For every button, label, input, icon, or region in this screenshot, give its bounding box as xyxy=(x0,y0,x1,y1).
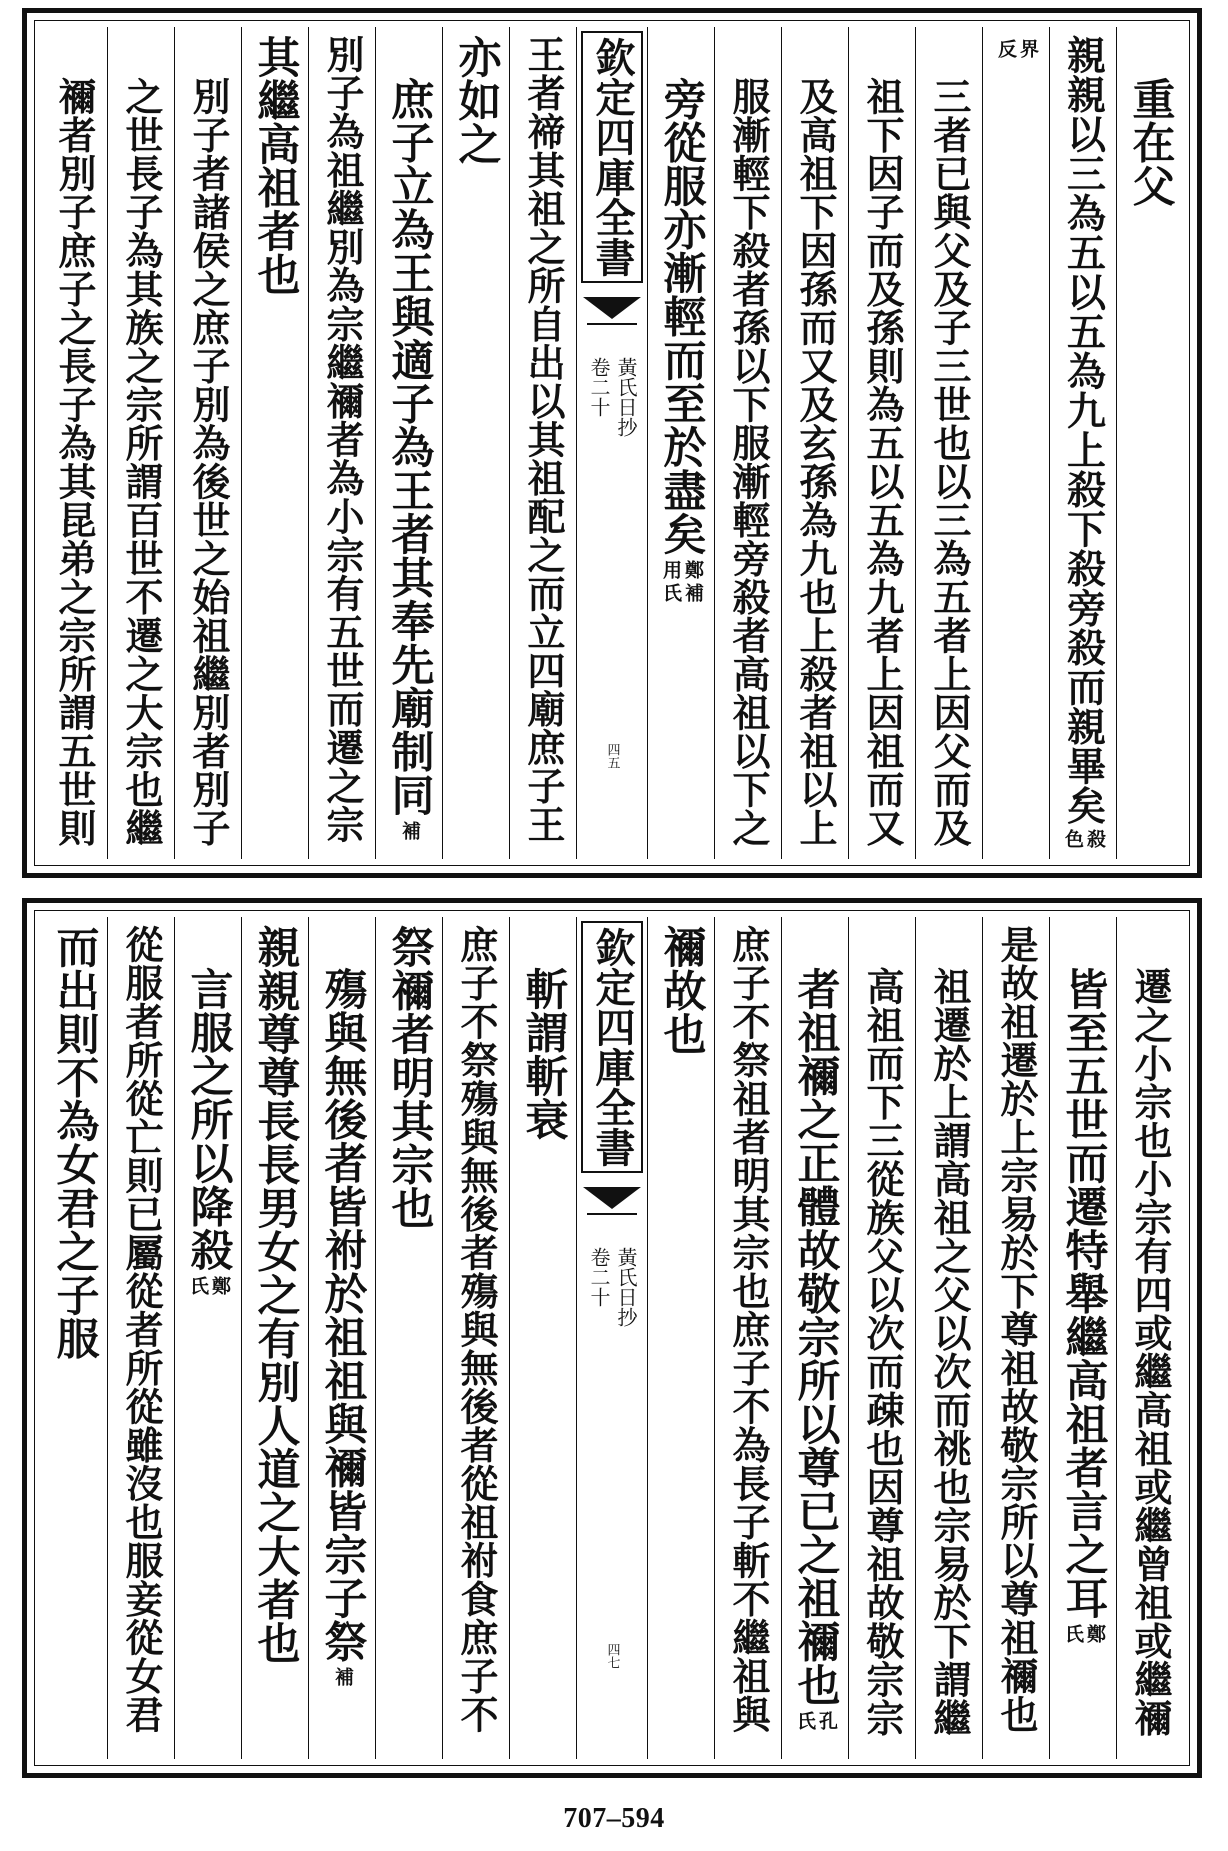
annotation-char: 殺 xyxy=(1083,829,1106,848)
annotation-note xyxy=(660,560,702,579)
book-subtitle: 黃氏日抄 xyxy=(614,357,638,437)
annotation-char: 界 xyxy=(1016,39,1039,58)
column-content xyxy=(183,967,234,1295)
text-column xyxy=(308,917,375,1759)
column-content xyxy=(518,967,569,1141)
column-text: 祭禰者明其宗也 xyxy=(384,925,435,1230)
column-text: 遷之小宗也小宗有四或繼高祖或繼曾祖或繼禰 xyxy=(1128,967,1173,1737)
page-number-footer: 707‒594 xyxy=(563,1803,665,1834)
annotation-note xyxy=(1062,829,1104,848)
column-text: 而出則不為女君之子服 xyxy=(49,925,100,1360)
column-text: 從服者所從亡則已屬從者所從雖沒也服妾從女君 xyxy=(119,925,164,1734)
text-column xyxy=(647,27,714,859)
column-text: 之世長子為其族之宗所謂百世不遷之大宗也繼 xyxy=(119,77,164,847)
text-column xyxy=(1049,917,1116,1759)
annotation-char: 孔 xyxy=(815,1710,838,1730)
column-content xyxy=(995,35,1037,58)
bottom-columns xyxy=(41,917,1183,1759)
leaf-number: 四七 xyxy=(604,1643,620,1669)
column-text: 服漸輕下殺者孫以下服漸輕旁殺者高祖以下之 xyxy=(726,77,771,847)
column-text: 別子者諸侯之庶子別為後世之始祖繼別者別子 xyxy=(186,77,231,847)
book-title-column xyxy=(576,917,647,1759)
column-text: 王者禘其祖之所自出以其祖配之而立四廟庶子王 xyxy=(521,35,566,844)
column-content xyxy=(656,925,707,1056)
text-column xyxy=(1116,917,1183,1759)
column-text: 祖下因子而及孫則為五以五為九者上因祖而又 xyxy=(860,77,905,847)
annotation-note xyxy=(995,39,1037,58)
column-content xyxy=(52,77,97,847)
column-text: 是故祖遷於上宗易於下尊祖故敬宗所以尊祖禰也 xyxy=(994,925,1039,1734)
column-text: 高祖而下三從族父以次而疎也因尊祖故敬宗宗 xyxy=(860,967,905,1737)
text-column xyxy=(308,27,375,859)
column-content xyxy=(119,77,164,847)
annotation-char: 鄭 xyxy=(208,1275,231,1295)
text-column xyxy=(375,27,442,859)
text-column xyxy=(781,27,848,859)
column-content xyxy=(317,967,368,1686)
page-top xyxy=(22,8,1202,878)
text-column xyxy=(982,27,1049,859)
column-content xyxy=(790,967,841,1730)
column-content xyxy=(1060,35,1107,848)
top-columns xyxy=(41,27,1183,859)
column-content xyxy=(860,967,905,1737)
column-text: 者祖禰之正體故敬宗所以尊已之祖禰也 xyxy=(790,967,841,1707)
text-column xyxy=(1049,27,1116,859)
juan-number: 卷二十 xyxy=(587,357,611,417)
annotation-char: 鄭 xyxy=(1083,1623,1106,1643)
text-column xyxy=(781,917,848,1759)
text-column xyxy=(848,27,915,859)
column-content xyxy=(384,77,435,840)
column-content xyxy=(656,77,707,602)
column-text: 亦如之 xyxy=(451,35,502,166)
column-content xyxy=(119,925,164,1734)
book-title: 欽定四庫全書 xyxy=(581,31,643,283)
text-column xyxy=(442,27,509,859)
column-content xyxy=(186,77,231,847)
column-text: 斬謂斬衰 xyxy=(518,967,569,1141)
column-content xyxy=(454,925,499,1734)
book-subtitle: 黃氏日抄 xyxy=(614,1247,638,1327)
annotation-char: 氏 xyxy=(187,1275,209,1295)
column-text: 言服之所以降殺 xyxy=(183,967,234,1272)
annotation-char: 鄭 xyxy=(681,559,704,579)
column-content xyxy=(927,77,972,847)
column-content xyxy=(49,925,100,1360)
text-column xyxy=(174,917,241,1759)
annotation-char: 補 xyxy=(681,582,704,602)
column-text: 庶子立為王與適子為王者其奉先廟制同 xyxy=(384,77,435,817)
text-column xyxy=(714,27,781,859)
book-title: 欽定四庫全書 xyxy=(581,921,643,1173)
column-text: 禰故也 xyxy=(656,925,707,1056)
column-content xyxy=(860,77,905,847)
text-column xyxy=(509,27,576,859)
annotation-char: 用 xyxy=(660,559,682,579)
column-content xyxy=(384,925,435,1230)
column-content xyxy=(994,925,1039,1734)
column-text: 別子為祖繼別為宗繼禰者為小宗有五世而遷之宗 xyxy=(320,35,365,844)
column-content xyxy=(1058,967,1109,1643)
text-column xyxy=(915,27,982,859)
column-content xyxy=(250,35,301,296)
text-column xyxy=(241,917,308,1759)
column-content xyxy=(451,35,502,166)
column-text: 庶子不祭殤與無後者殤與無後者從祖祔食庶子不 xyxy=(454,925,499,1734)
column-text: 祖遷於上謂高祖之父以次而祧也宗易於下謂繼 xyxy=(927,967,972,1737)
column-text: 皆至五世而遷特舉繼高祖者言之耳 xyxy=(1058,967,1109,1620)
text-column xyxy=(442,917,509,1759)
column-content xyxy=(793,77,838,847)
juan-number: 卷二十 xyxy=(587,1247,611,1307)
annotation-note xyxy=(794,1711,836,1730)
book-title-column xyxy=(576,27,647,859)
annotation-char: 氏 xyxy=(660,582,682,602)
column-content xyxy=(927,967,972,1737)
column-text: 禰者別子庶子之長子為其昆弟之宗所謂五世則 xyxy=(52,77,97,847)
annotation-note xyxy=(1062,1624,1104,1643)
text-column xyxy=(107,917,174,1759)
text-column xyxy=(174,27,241,859)
annotation-note xyxy=(187,1276,229,1295)
column-text: 親親尊尊長長男女之有別人道之大者也 xyxy=(250,925,301,1665)
column-text: 其繼高祖者也 xyxy=(250,35,301,296)
text-column xyxy=(848,917,915,1759)
column-content xyxy=(250,925,301,1665)
column-text: 及高祖下因孫而又及玄孫為九也上殺者祖以上 xyxy=(793,77,838,847)
text-column xyxy=(509,917,576,1759)
fish-tail-mark-icon xyxy=(583,297,641,337)
leaf-number: 四五 xyxy=(604,743,620,769)
column-content xyxy=(521,35,566,844)
page-bottom xyxy=(22,898,1202,1778)
column-content xyxy=(1125,77,1176,208)
text-column xyxy=(41,917,107,1759)
annotation-char: 色 xyxy=(1062,829,1084,848)
book-meta xyxy=(588,357,636,437)
text-column xyxy=(647,917,714,1759)
text-column xyxy=(982,917,1049,1759)
fish-tail-mark-icon xyxy=(583,1187,641,1227)
annotation-char: 氏 xyxy=(1062,1623,1084,1643)
column-text: 親親以三為五以五為九上殺下殺旁殺而親畢矣 xyxy=(1060,35,1107,825)
text-column xyxy=(375,917,442,1759)
annotation-char: 補 xyxy=(331,1667,354,1686)
column-text: 三者已與父及子三世也以三為五者上因父而及 xyxy=(927,77,972,847)
text-column xyxy=(241,27,308,859)
column-content xyxy=(320,35,365,844)
text-column xyxy=(1116,27,1183,859)
annotation-char: 氏 xyxy=(794,1710,816,1730)
annotation-char: 反 xyxy=(995,39,1017,58)
column-text: 旁從服亦漸輕而至於盡矣 xyxy=(656,77,707,556)
column-content xyxy=(726,77,771,847)
text-column xyxy=(915,917,982,1759)
annotation-note xyxy=(660,583,702,602)
text-column xyxy=(41,27,107,859)
text-column xyxy=(107,27,174,859)
column-text: 殤與無後者皆祔於祖祖與禰皆宗子祭 xyxy=(317,967,368,1663)
annotation-note xyxy=(399,821,419,840)
annotation-note xyxy=(332,1667,352,1686)
column-text: 庶子不祭祖者明其宗也庶子不為長子斬不繼祖與 xyxy=(726,925,771,1734)
book-meta xyxy=(588,1247,636,1327)
text-column xyxy=(714,917,781,1759)
annotation-char: 補 xyxy=(398,820,421,840)
column-text: 重在父 xyxy=(1125,77,1176,208)
column-content xyxy=(1128,967,1173,1737)
column-content xyxy=(726,925,771,1734)
